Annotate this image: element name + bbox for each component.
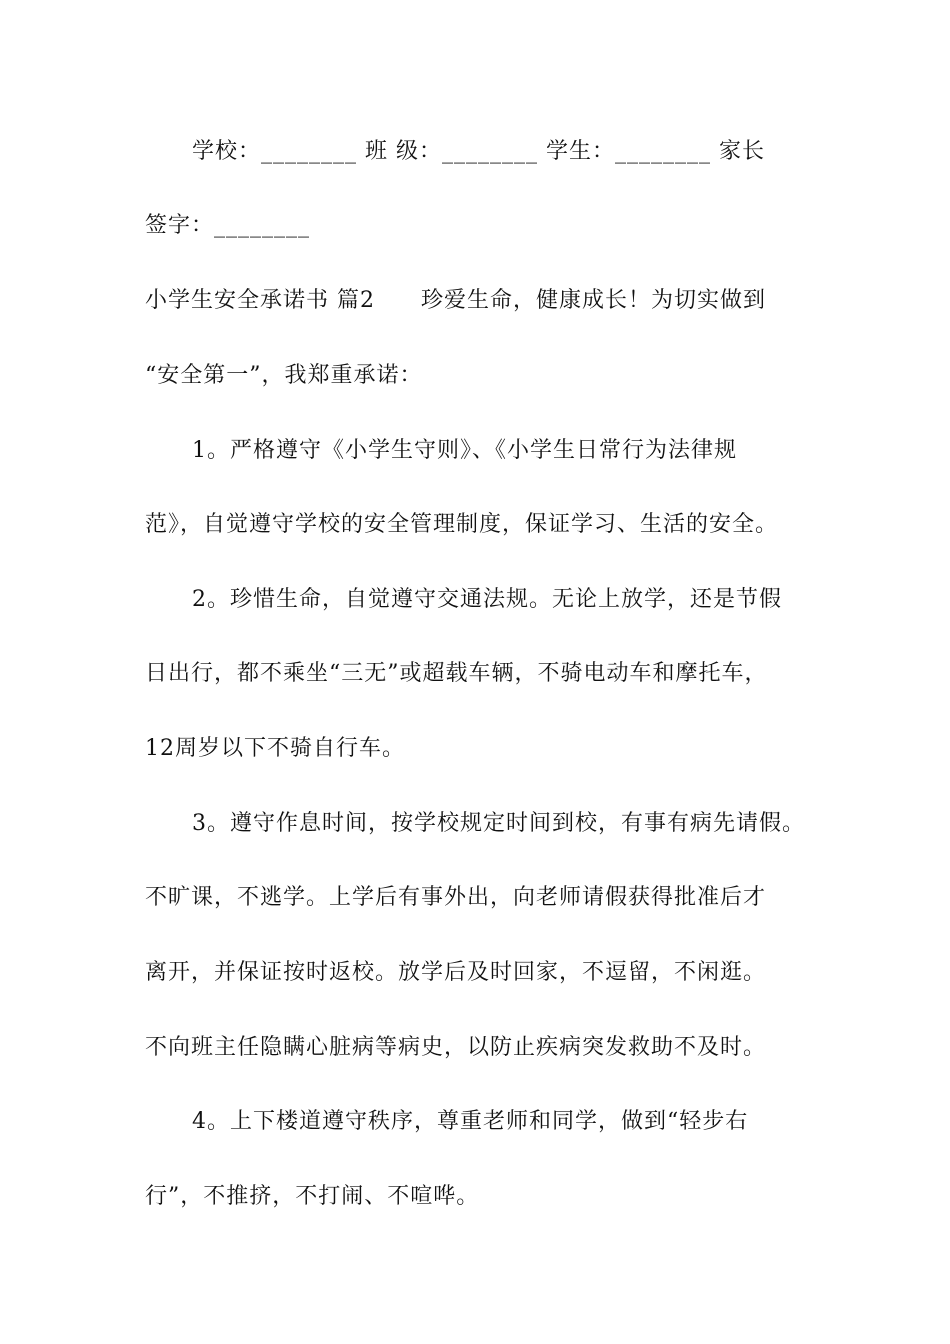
signature-fields-line-continued: 签字：________ xyxy=(145,213,311,238)
pledge-item-4-line-1: 4。上下楼道遵守秩序，尊重老师和同学，做到“轻步右 xyxy=(192,1109,749,1134)
pledge-item-1-line-1: 1。严格遵守《小学生守则》、《小学生日常行为法律规 xyxy=(192,438,737,463)
pledge-item-3-line-3: 离开，并保证按时返校。放学后及时回家，不逗留，不闲逛。 xyxy=(145,960,767,985)
signature-fields-line: 学校：________ 班 级：________ 学生：________ 家长 xyxy=(192,139,765,164)
pledge-item-2-line-3: 12周岁以下不骑自行车。 xyxy=(145,736,405,761)
pledge-item-4-line-2: 行”，不推挤，不打闹、不喧哗。 xyxy=(145,1184,480,1209)
pledge-item-3-line-4: 不向班主任隐瞒心脏病等病史，以防止疾病突发救助不及时。 xyxy=(145,1035,767,1060)
pledge-item-3-line-1: 3。遵守作息时间，按学校规定时间到校，有事有病先请假。 xyxy=(192,811,805,836)
section-heading-line: 小学生安全承诺书 篇2 珍爱生命，健康成长！为切实做到 xyxy=(145,288,766,313)
pledge-item-2-line-2: 日出行，都不乘坐“三无”或超载车辆，不骑电动车和摩托车， xyxy=(145,661,768,686)
pledge-item-2-line-1: 2。珍惜生命，自觉遵守交通法规。无论上放学，还是节假 xyxy=(192,587,782,612)
pledge-intro-line: “安全第一”，我郑重承诺： xyxy=(145,363,423,388)
pledge-item-1-line-2: 范》，自觉遵守学校的安全管理制度，保证学习、生活的安全。 xyxy=(145,512,779,537)
pledge-item-3-line-2: 不旷课，不逃学。上学后有事外出，向老师请假获得批准后才 xyxy=(145,885,767,910)
